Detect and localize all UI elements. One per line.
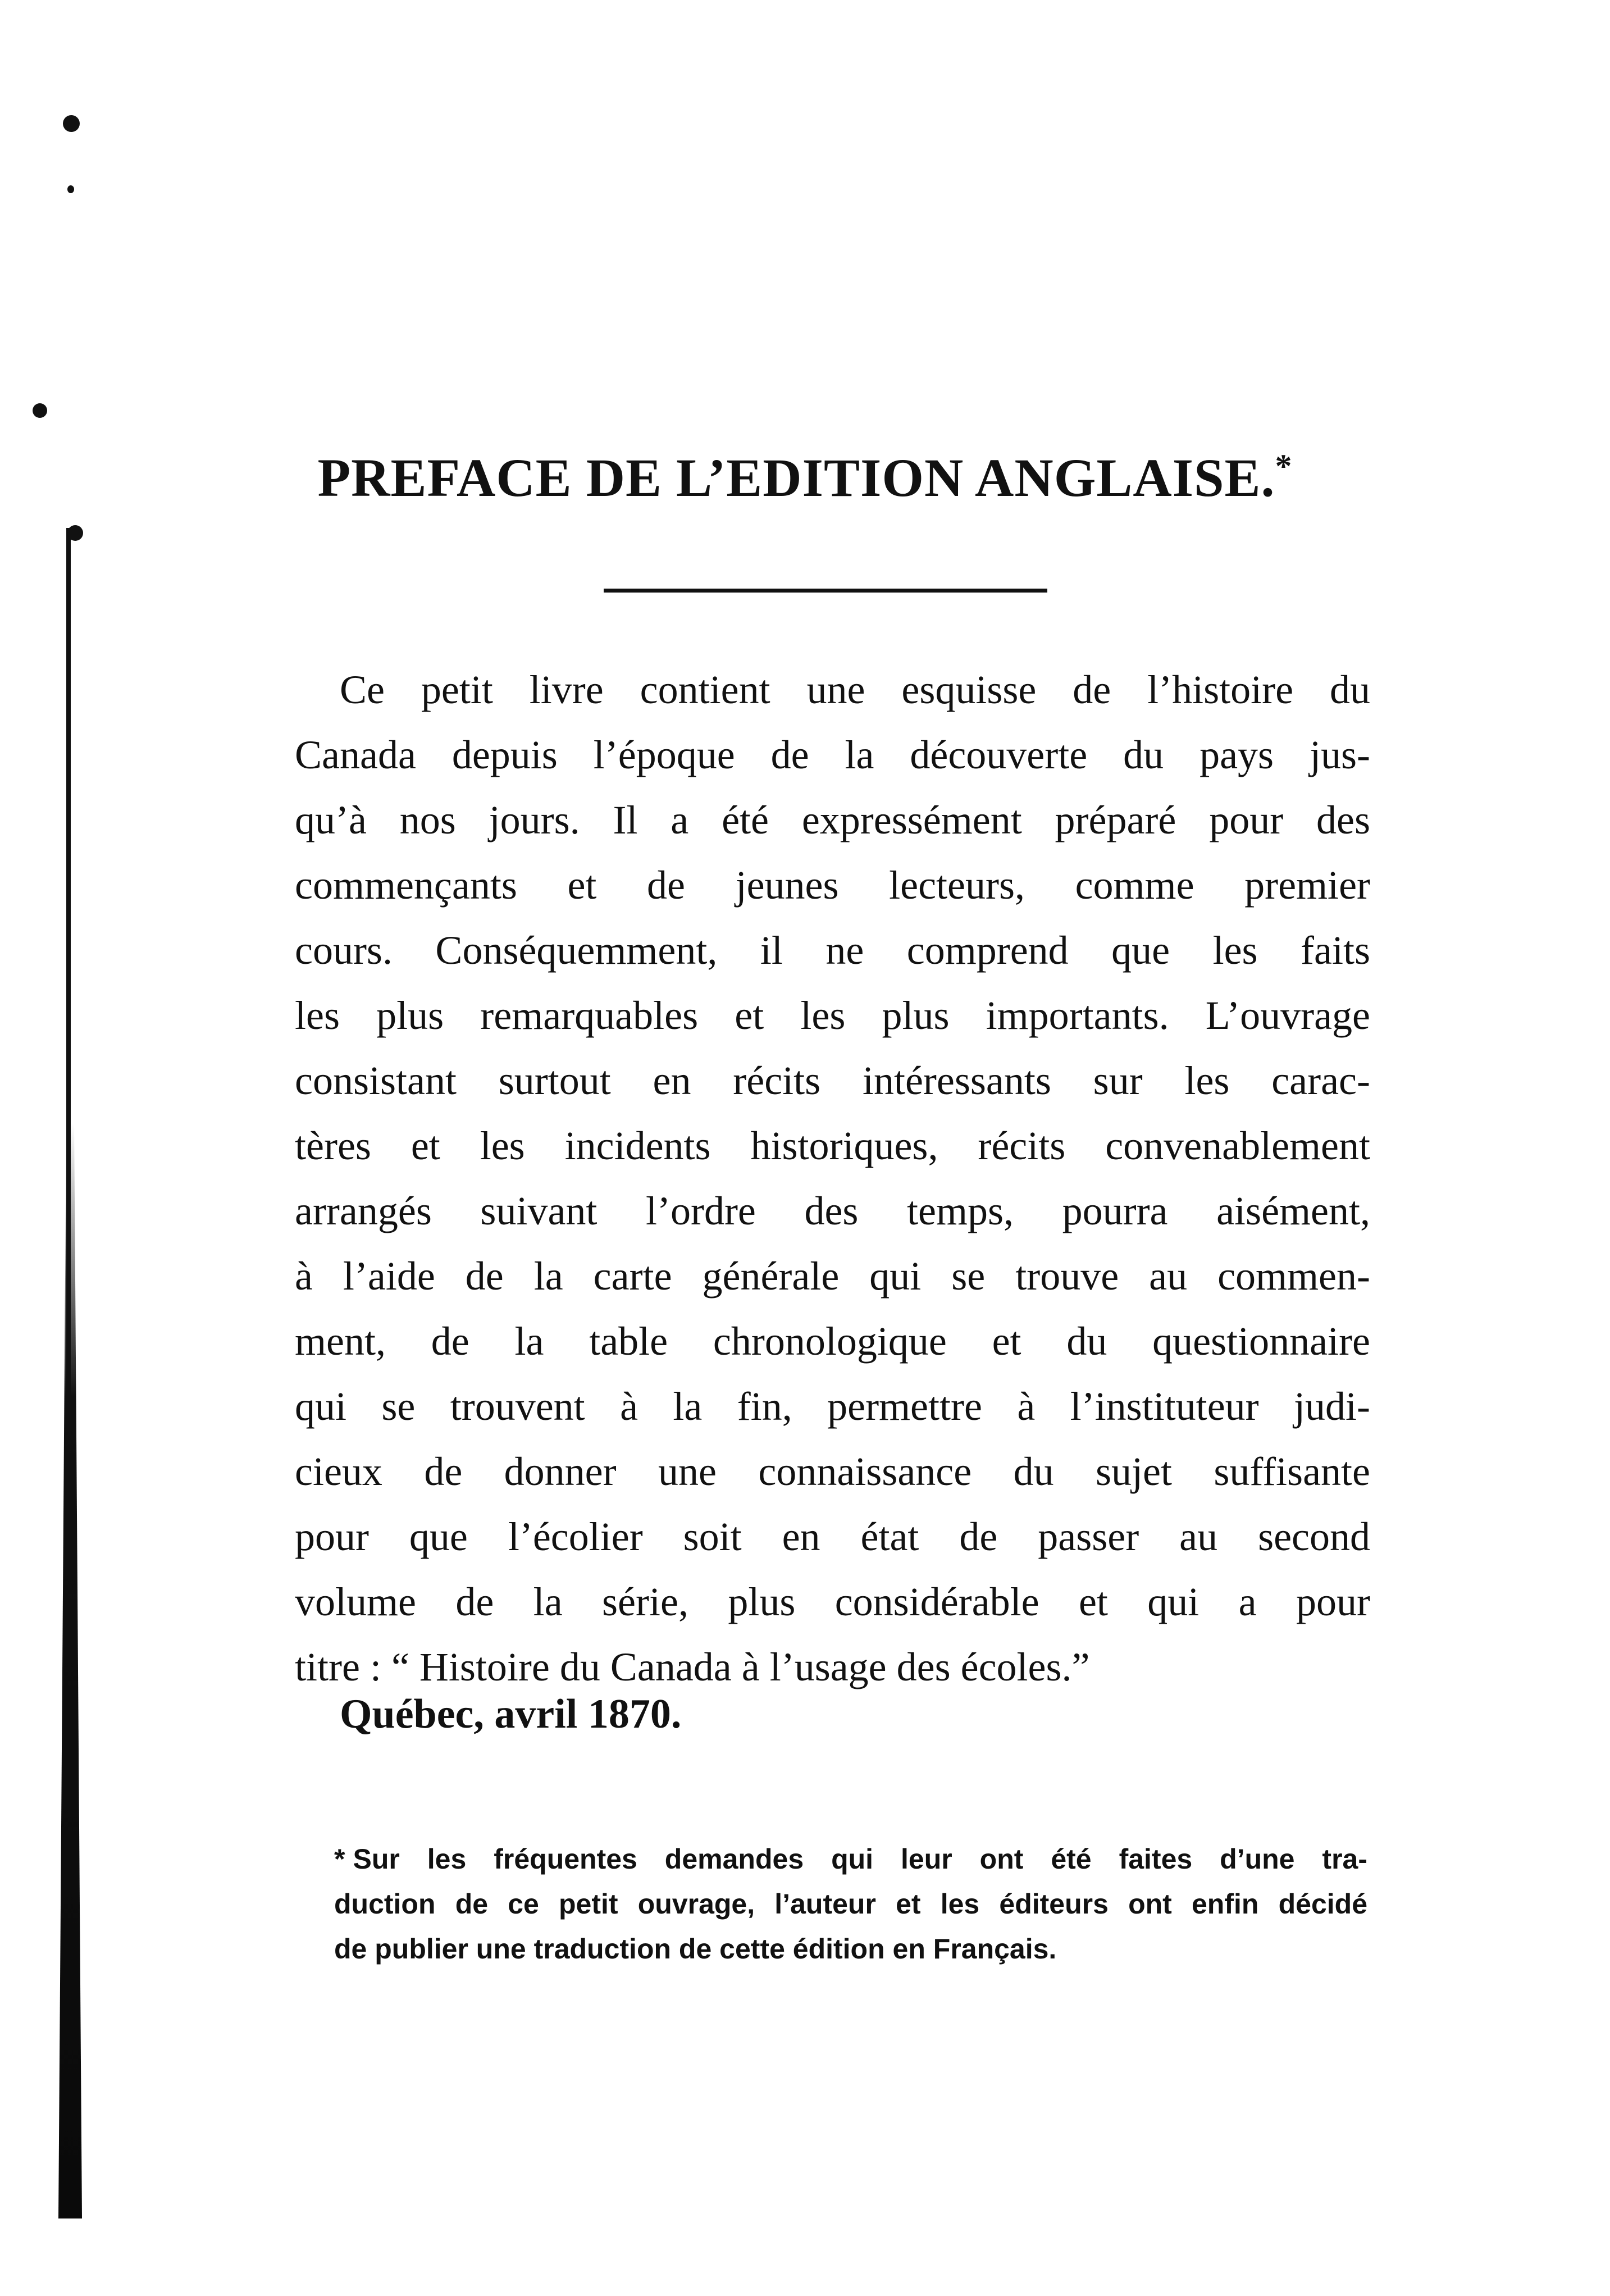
footnote-line: duction de ce petit ouvrage, l’auteur et les éditeurs ont enfin décidé <box>334 1888 1367 1920</box>
paragraph-line: qu’à nos jours. Il a été expressément préparé pour des <box>295 798 1370 842</box>
paragraph-line: à l’aide de la carte générale qui se trouve au commen- <box>295 1254 1370 1299</box>
paragraph-line: titre : “ Histoire du Canada à l’usage des écoles.” <box>295 1644 1090 1689</box>
paragraph-line: qui se trouvent à la fin, permettre à l’instituteur judi- <box>295 1384 1370 1429</box>
paragraph-line: Canada depuis l’époque de la découverte du pays jus- <box>295 732 1370 777</box>
footnote-line: de publier une traduction de cette édition en Français. <box>334 1933 1057 1965</box>
paragraph-line: tères et les incidents historiques, récits convenablement <box>295 1123 1370 1168</box>
footnote-marker: * <box>334 1843 345 1875</box>
paragraph-line: arrangés suivant l’ordre des temps, pourra aisément, <box>295 1188 1370 1233</box>
scan-speck <box>67 185 74 193</box>
paragraph-line: commençants et de jeunes lecteurs, comme premier <box>295 863 1370 908</box>
scan-speck <box>63 115 80 132</box>
paragraph-line: ment, de la table chronologique et du questionnaire <box>295 1319 1370 1364</box>
paragraph-line: cieux de donner une connaissance du sujet suffisante <box>295 1449 1370 1494</box>
paragraph-line: pour que l’écolier soit en état de passer au second <box>295 1514 1370 1559</box>
page-heading <box>0 447 1610 509</box>
binding-shadow <box>51 1123 90 2218</box>
paragraph-line: cours. Conséquemment, il ne comprend que les faits <box>295 928 1370 973</box>
footnote-line-text: Sur les fréquentes demandes qui leur ont été faites d’une tra- <box>353 1843 1367 1875</box>
paragraph-line: consistant surtout en récits intéressants sur les carac- <box>295 1058 1370 1103</box>
heading-rule <box>604 589 1047 593</box>
scan-speck <box>67 525 83 541</box>
heading-title: PREFACE DE L’EDITION ANGLAISE. <box>317 448 1275 508</box>
place-date-signature: Québec, avril 1870. <box>340 1691 682 1737</box>
preface-paragraph <box>295 657 1370 1700</box>
footnote-line <box>334 1837 1367 1882</box>
footnote <box>334 1837 1367 1971</box>
paragraph-line: volume de la série, plus considérable et qui a pour <box>295 1579 1370 1624</box>
paragraph-line: les plus remarquables et les plus importants. L’ouvrage <box>295 993 1370 1038</box>
scan-speck <box>33 403 47 418</box>
paragraph-line: Ce petit livre contient une esquisse de l’histoire du <box>340 667 1370 712</box>
heading-footnote-marker: * <box>1275 448 1293 485</box>
